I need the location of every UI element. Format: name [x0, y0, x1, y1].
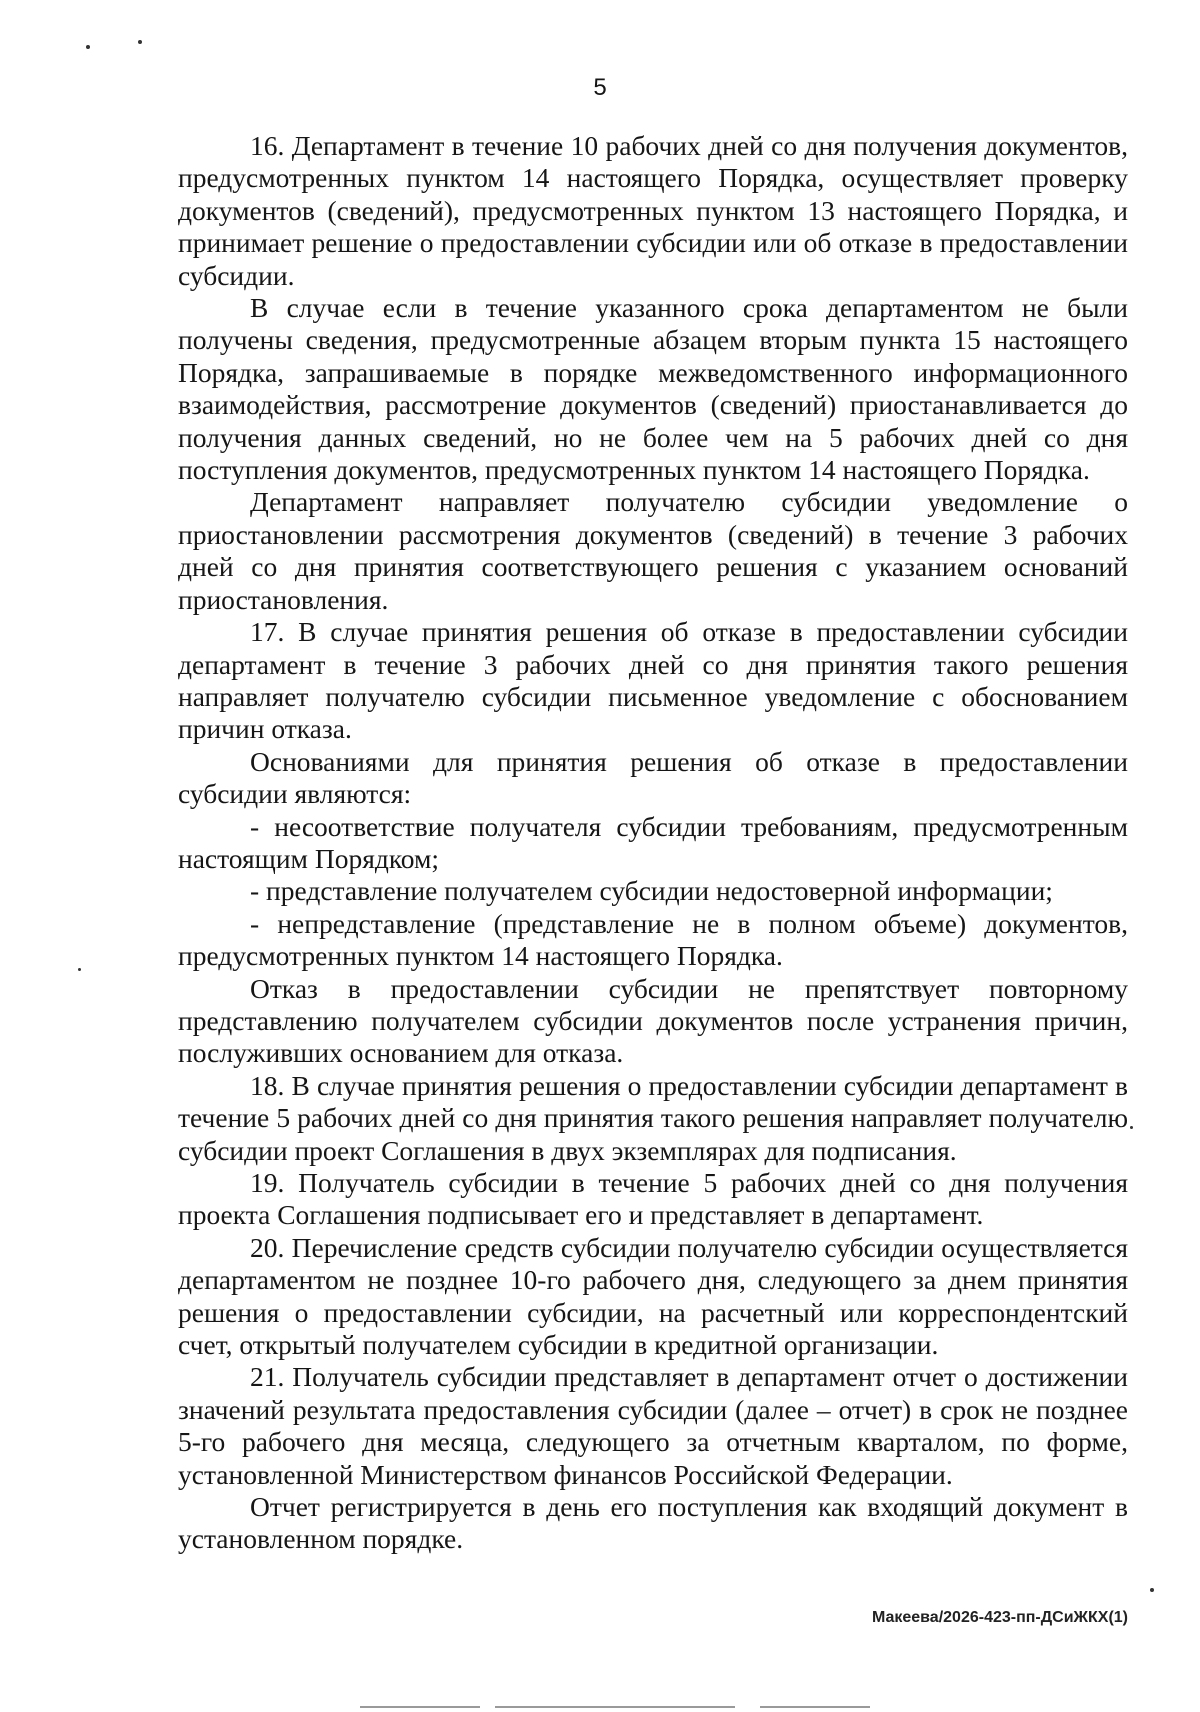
- paragraph-16: 16. Департамент в течение 10 рабочих дней со дня получения документов, предусмотренных пунктом 14 настоящего Порядка, осуществляет проверку документов (сведений), предусмотренных пунктом 13 настоящего Порядка, и принимает решение о предоставлении субсидии или об отказе в предоставлении субсидии.: [178, 130, 1128, 291]
- paragraph-refusal-grounds: Основаниями для принятия решения об отказе в предоставлении субсидии являются:: [178, 745, 1128, 810]
- list-item-missing-docs: - непредставление (представление не в полном объеме) документов, предусмотренных пунктом 14 настоящего Порядка.: [178, 907, 1128, 972]
- paragraph-17: 17. В случае принятия решения об отказе в предоставлении субсидии департамент в течение 3 рабочих дней со дня принятия такого решения направляет получателю субсидии письменное уведомление с обоснованием причин отказа.: [178, 616, 1128, 745]
- paragraph-18: 18. В случае принятия решения о предоставлении субсидии департамент в течение 5 рабочих дней со дня принятия такого решения направляет получателю субсидии проект Соглашения в двух экземплярах для подписания.: [178, 1069, 1128, 1166]
- list-item-nonconformity: - несоответствие получателя субсидии требованиям, предусмотренным настоящим Порядком;: [178, 810, 1128, 874]
- paragraph-resubmission: Отказ в предоставлении субсидии не препятствует повторному представлению получателем субсидии документов после устранения причин, послуживших основанием для отказа.: [178, 972, 1128, 1069]
- paragraph-19: 19. Получатель субсидии в течение 5 рабочих дней со дня получения проекта Соглашения подписывает его и представляет в департамент.: [178, 1167, 1128, 1231]
- page-number: 5: [593, 74, 607, 101]
- scan-speck: [1150, 1588, 1154, 1592]
- paragraph-report-registration: Отчет регистрируется в день его поступления как входящий документ в установленном порядке.: [178, 1491, 1128, 1555]
- document-body: [178, 130, 1128, 1556]
- paragraph-20: 20. Перечисление средств субсидии получателю субсидии осуществляется департаментом не позднее 10-го рабочего дня, следующего за днем принятия решения о предоставлении субсидии, на расчетный или корреспондентский счет, открытый получателем субсидии в кредитной организации.: [178, 1231, 1128, 1361]
- scan-speck: [138, 40, 142, 44]
- scan-edge-line: [495, 1706, 735, 1708]
- scan-speck: [1130, 1126, 1133, 1129]
- scan-speck: [78, 968, 81, 971]
- document-code: Макеева/2026-423-пп-ДСиЖКХ(1): [871, 1609, 1128, 1626]
- scan-speck: [86, 45, 90, 49]
- scan-edge-line: [760, 1706, 870, 1708]
- paragraph-notification: Департамент направляет получателю субсидии уведомление о приостановлении рассмотрения документов (сведений) в течение 3 рабочих дней со дня принятия соответствующего решения с указанием оснований приостановления.: [178, 486, 1128, 615]
- scan-edge-line: [360, 1706, 480, 1708]
- paragraph-21: 21. Получатель субсидии представляет в департамент отчет о достижении значений результата предоставления субсидии (далее – отчет) в срок не позднее 5-го рабочего дня месяца, следующего за отчетным кварталом, по форме, установленной Министерством финансов Российской Федерации.: [178, 1361, 1128, 1490]
- paragraph-suspension: В случае если в течение указанного срока департаментом не были получены сведения, предусмотренные абзацем вторым пункта 15 настоящего Порядка, запрашиваемые в порядке межведомственного информационного взаимодействия, рассмотрение документов (сведений) приостанавливается до получения данных сведений, но не более чем на 5 рабочих дней со дня поступления документов, предусмотренных пунктом 14 настоящего Порядка.: [178, 292, 1128, 486]
- list-item-false-info: - представление получателем субсидии недостоверной информации;: [250, 875, 1053, 907]
